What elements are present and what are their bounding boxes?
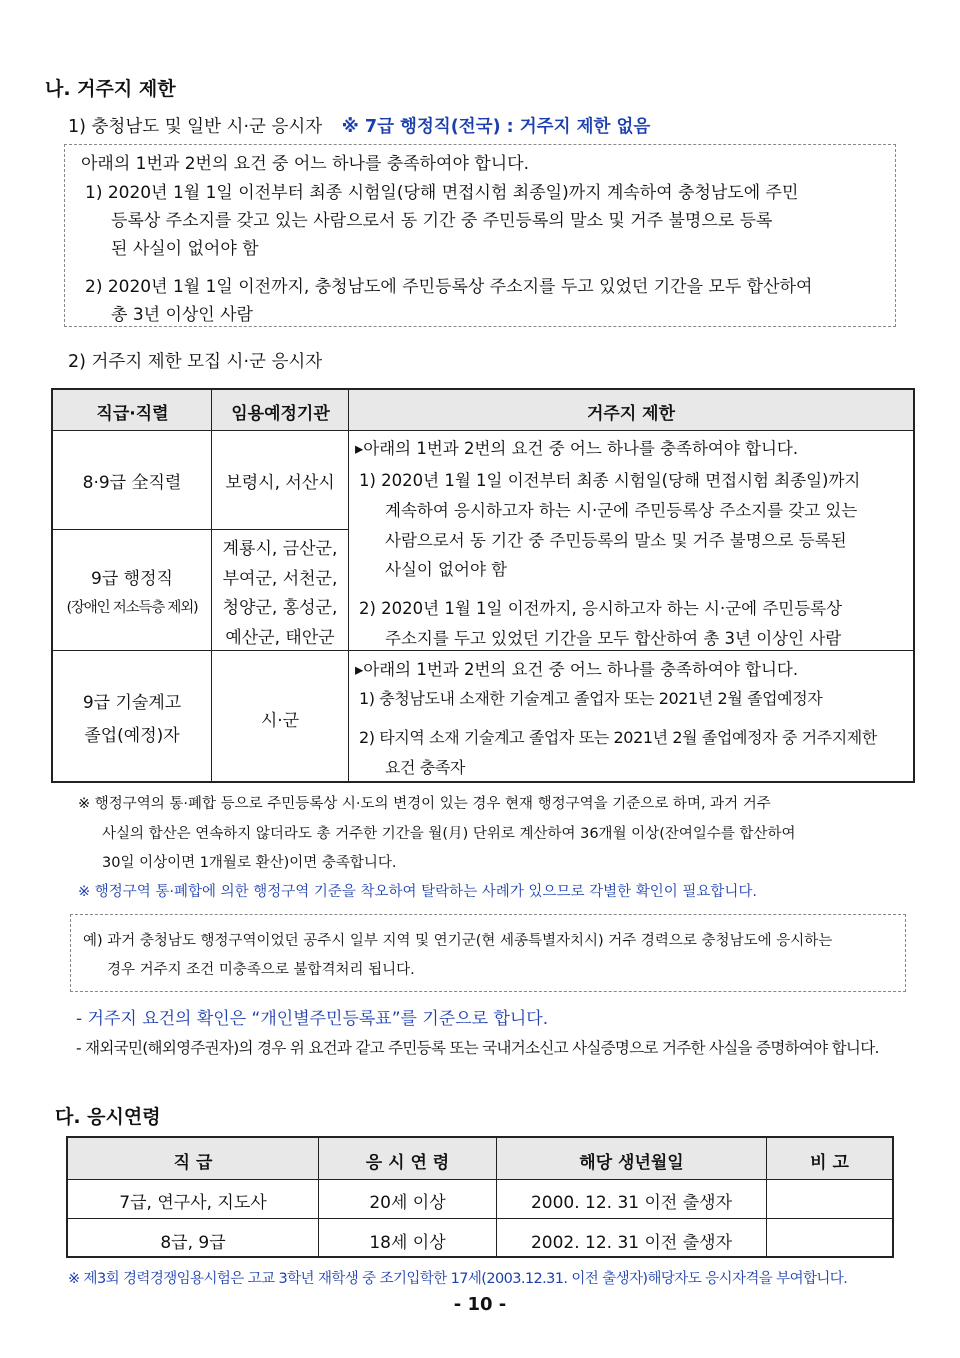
subsection-1-label: 1) 충청남도 및 일반 시·군 응시자 <box>68 117 323 137</box>
subsection-1 <box>68 113 650 138</box>
age-header-birthdate: 해당 생년월일 <box>579 1153 684 1173</box>
age-footnote: ※ 제3회 경력경쟁임용시험은 고교 3학년 재학생 중 조기입학한 17세(2003.12.31. 이전 출생자)해당자도 응시자격을 부여합니다. <box>68 1271 848 1287</box>
row2-grade-line2: (장애인 저소득층 제외) <box>66 600 198 616</box>
age-hline <box>68 1218 892 1219</box>
box-item1-line1: 1) 2020년 1월 1일 이전부터 최종 시험일(당해 면접시험 최종일)까지 계속하여 충청남도에 주민 <box>85 183 799 203</box>
restriction-a-item1: 1) 2020년 1월 1일 이전부터 최종 시험일(당해 면접시험 최종일)까지 계속하여 응시하고자 하는 시·군에 주민등록상 주소지를 갖고 있는 사람으로서 동 기간 중 주민등록의 말소 및 거주 불명으로 등록된 사실이 없어야 함 <box>359 471 861 580</box>
restriction-a-item2: 2) 2020년 1월 1일 이전까지, 응시하고자 하는 시·군에 주민등록상 주소지를 두고 있었던 기간을 모두 합산하여 총 3년 이상인 사람 <box>359 599 843 648</box>
note-resident-registration: - 거주지 요건의 확인은 “개인별주민등록표”를 기준으로 합니다. <box>76 1009 549 1029</box>
note-overseas-nationals: - 재외국민(해외영주권자)의 경우 위 요건과 같고 주민등록 또는 국내거소신고 사실증명으로 거주한 사실을 증명하여야 합니다. <box>76 1039 879 1057</box>
restriction-b-item2: 2) 타지역 소재 기술계고 졸업자 또는 2021년 2월 졸업예정자 중 거주지제한 요건 충족자 <box>359 728 877 777</box>
age-row1-birthdate: 2000. 12. 31 이전 출생자 <box>530 1193 733 1213</box>
vline-2 <box>348 390 349 781</box>
box-item1-line3: 된 사실이 없어야 함 <box>111 239 259 259</box>
row2-grade-line1: 9급 행정직 <box>91 569 173 589</box>
header-restriction: 거주지 제한 <box>586 404 676 424</box>
row1-org: 보령시, 서산시 <box>225 473 335 493</box>
age-header-grade: 직 급 <box>173 1153 213 1173</box>
age-row2-age: 18세 이상 <box>369 1233 446 1253</box>
box-item1-line2: 등록상 주소지를 갖고 있는 사람으로서 동 기간 중 주민등록의 말소 및 거주 불명으로 등록 <box>111 211 773 231</box>
row3-grade-line2: 졸업(예정)자 <box>84 726 180 746</box>
restriction-b-intro: ▸아래의 1번과 2번의 요건 중 어느 하나를 충족하여야 합니다. <box>355 660 799 679</box>
age-header-age: 응 시 연 령 <box>365 1153 450 1173</box>
note-administrative-district: ※ 행정구역의 통·폐합 등으로 주민등록상 시·도의 변경이 있는 경우 현재 행정구역을 기준으로 하며, 과거 거주 사실의 합산은 연속하지 않더라도 총 거주한 기간을 월(月) 단위로 계산하여 36개월 이상(잔여일수를 합산하여 30일 이상이면 1개월로 환산)이면 충족합니다. <box>78 796 796 871</box>
requirement-box <box>64 144 896 327</box>
age-table <box>66 1136 894 1258</box>
age-row1-age: 20세 이상 <box>369 1193 446 1213</box>
row3-org: 시·군 <box>260 711 300 731</box>
box-intro: 아래의 1번과 2번의 요건 중 어느 하나를 충족하여야 합니다. <box>81 154 529 174</box>
residence-table <box>51 388 915 783</box>
subsection-2: 2) 거주지 제한 모집 시·군 응시자 <box>68 352 323 372</box>
section-title-age: 다. 응시연령 <box>55 1106 161 1128</box>
section-title-residence: 나. 거주지 제한 <box>45 78 176 100</box>
restriction-a-intro: ▸아래의 1번과 2번의 요건 중 어느 하나를 충족하여야 합니다. <box>355 439 799 458</box>
box-item2-line1: 2) 2020년 1월 1일 이전까지, 충청남도에 주민등록상 주소지를 두고 있었던 기간을 모두 합산하여 <box>85 277 813 297</box>
example-line1: 예) 과거 충청남도 행정구역이었던 공주시 일부 지역 및 연기군(현 세종특별자치시) 거주 경력으로 충청남도에 응시하는 <box>83 933 833 949</box>
box-item2-line2: 총 3년 이상인 사람 <box>111 305 253 325</box>
header-grade: 직급·직렬 <box>96 404 169 424</box>
page-number: - 10 - <box>453 1294 507 1315</box>
hline-row1 <box>53 529 348 530</box>
row3-grade-line1: 9급 기술계고 <box>82 693 182 713</box>
note-caution: ※ 행정구역 통·폐합에 의한 행정구역 기준을 착오하여 탈락하는 사례가 있으므로 각별한 확인이 필요합니다. <box>78 884 757 900</box>
example-line2: 경우 거주지 조건 미충족으로 불합격처리 됩니다. <box>107 962 415 978</box>
age-row2-grade: 8급, 9급 <box>160 1233 226 1253</box>
header-org: 임용예정기관 <box>231 404 330 424</box>
age-header-remarks: 비 고 <box>810 1153 849 1173</box>
row2-org: 계룡시, 금산군, 부여군, 서천군, 청양군, 홍성군, 예산군, 태안군 <box>222 539 338 648</box>
age-row1-grade: 7급, 연구사, 지도사 <box>119 1193 267 1213</box>
example-box <box>70 914 906 992</box>
age-row2-birthdate: 2002. 12. 31 이전 출생자 <box>530 1233 733 1253</box>
restriction-b-item1: 1) 충청남도내 소재한 기술계고 졸업자 또는 2021년 2월 졸업예정자 <box>359 689 823 708</box>
row1-grade: 8·9급 全직렬 <box>82 473 182 493</box>
subsection-1-note: ※ 7급 행정직(전국) : 거주지 제한 없음 <box>341 117 651 137</box>
